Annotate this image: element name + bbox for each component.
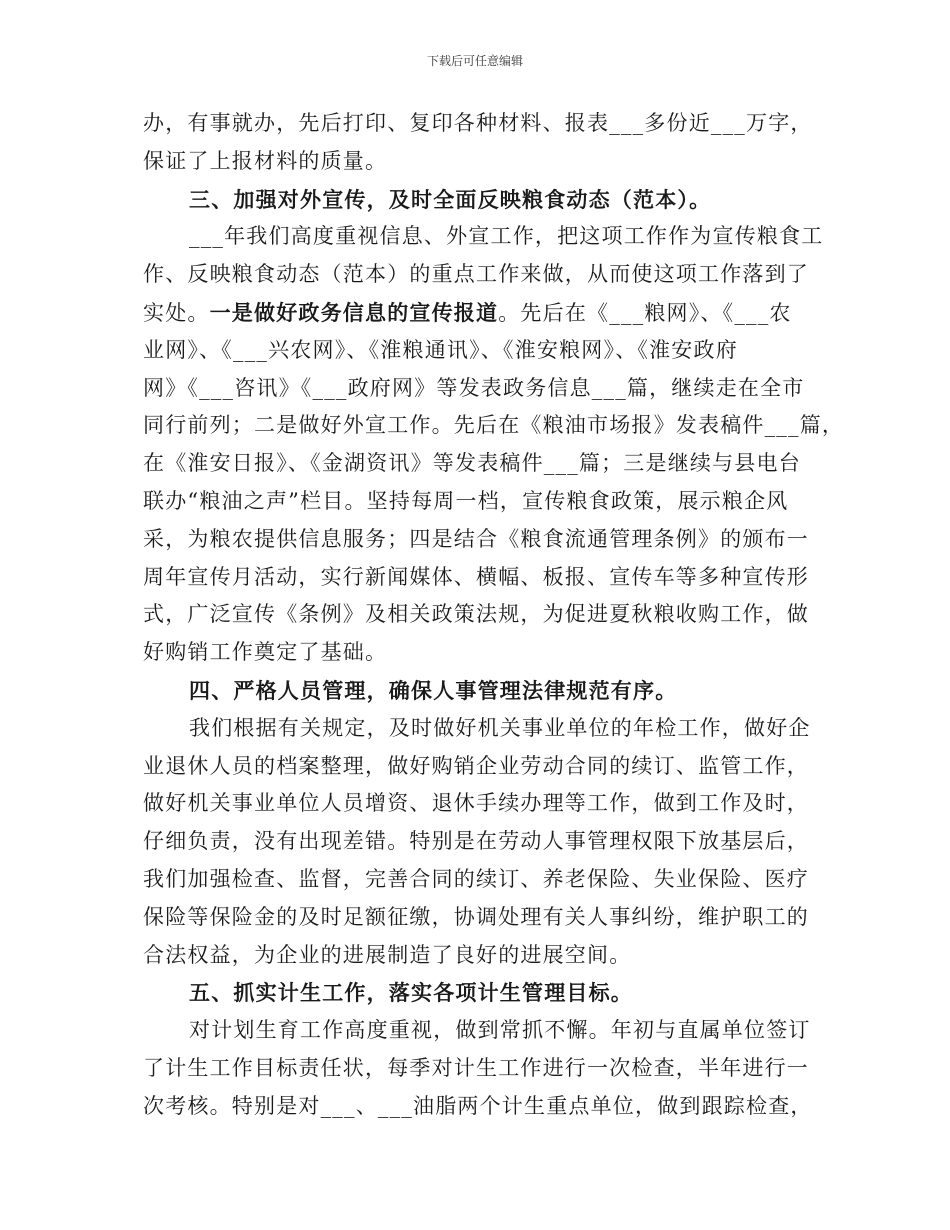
paragraph-line: 办，有事就办，先后打印、复印各种材料、报表___多份近___万字， [143,111,813,135]
paragraph-line: 采，为粮农提供信息服务；四是结合《粮食流通管理条例》的颁布一 [143,526,809,551]
paragraph-line: 次考核。特别是对___、___油脂两个计生重点单位，做到跟踪检查， [143,1093,813,1118]
text-segment: 实处。 [143,300,210,325]
paragraph-line: 同行前列；二是做好外宣工作。先后在《粮油市场报》发表稿件___篇， [143,413,845,438]
document-body [143,105,845,1126]
paragraph-line: 好购销工作奠定了基础。 [143,640,388,665]
paragraph-line: 保证了上报材料的质量。 [143,148,388,173]
paragraph-line: 我们加强检查、监督，完善合同的续订、养老保险、失业保险、医疗 [143,866,809,891]
paragraph-line: 周年宣传月活动，实行新闻媒体、横幅、板报、宣传车等多种宣传形 [143,564,809,589]
section-heading: 三、加强对外宣传，及时全面反映粮食动态（范本）。 [189,186,712,212]
paragraph-line: 式，广泛宣传《条例》及相关政策法规，为促进夏秋粮收购工作，做 [143,602,809,627]
paragraph-line: 我们根据有关规定，及时做好机关事业单位的年检工作，做好企 [189,715,811,740]
paragraph-line: 业网》、《___兴农网》、《淮粮通讯》、《淮安粮网》、《淮安政府 [143,337,738,362]
page-header: 下载后可任意编辑 [426,54,523,68]
paragraph-line: 了计生工作目标责任状，每季对计生工作进行一次检查，半年进行一 [143,1055,809,1080]
paragraph-line: 仔细负责，没有出现差错。特别是在劳动人事管理权限下放基层后， [143,829,809,854]
section-heading: 五、抓实计生工作，落实各项计生管理目标。 [189,980,633,1006]
paragraph-line: 做好机关事业单位人员增资、退休手续办理等工作，做到工作及时， [143,791,809,816]
paragraph-line: 保险等保险金的及时足额征缴，协调处理有关人事纠纷，维护职工的 [143,904,809,929]
paragraph-line: 在《淮安日报》、《金湖资讯》等发表稿件___篇；三是继续与县电台 [143,451,801,476]
paragraph-line: ___年我们高度重视信息、外宣工作，把这项工作作为宣传粮食工 [189,224,824,249]
bold-phrase: 一是做好政务信息的宣传报道 [209,299,499,325]
section-heading: 四、严格人员管理，确保人事管理法律规范有序。 [189,677,678,703]
paragraph-line: 合法权益，为企业的进展制造了良好的进展空间。 [143,942,632,967]
paragraph-line: 联办“粮油之声”栏目。坚持每周一档，宣传粮食政策，展示粮企风 [143,488,789,513]
paragraph-line [143,294,823,332]
paragraph-line: 作、反映粮食动态（范本）的重点工作来做，从而使这项工作落到了 [143,262,809,287]
paragraph-line: 业退休人员的档案整理，做好购销企业劳动合同的续订、监管工作， [143,753,809,778]
paragraph-line: 网》《___咨讯》《___政府网》等发表政务信息___篇，继续走在全市 [143,375,805,400]
paragraph-line: 对计划生育工作高度重视，做到常抓不懈。年初与直属单位签订 [189,1018,811,1043]
text-segment: 。先后在《___粮网》、《___农 [498,300,792,325]
